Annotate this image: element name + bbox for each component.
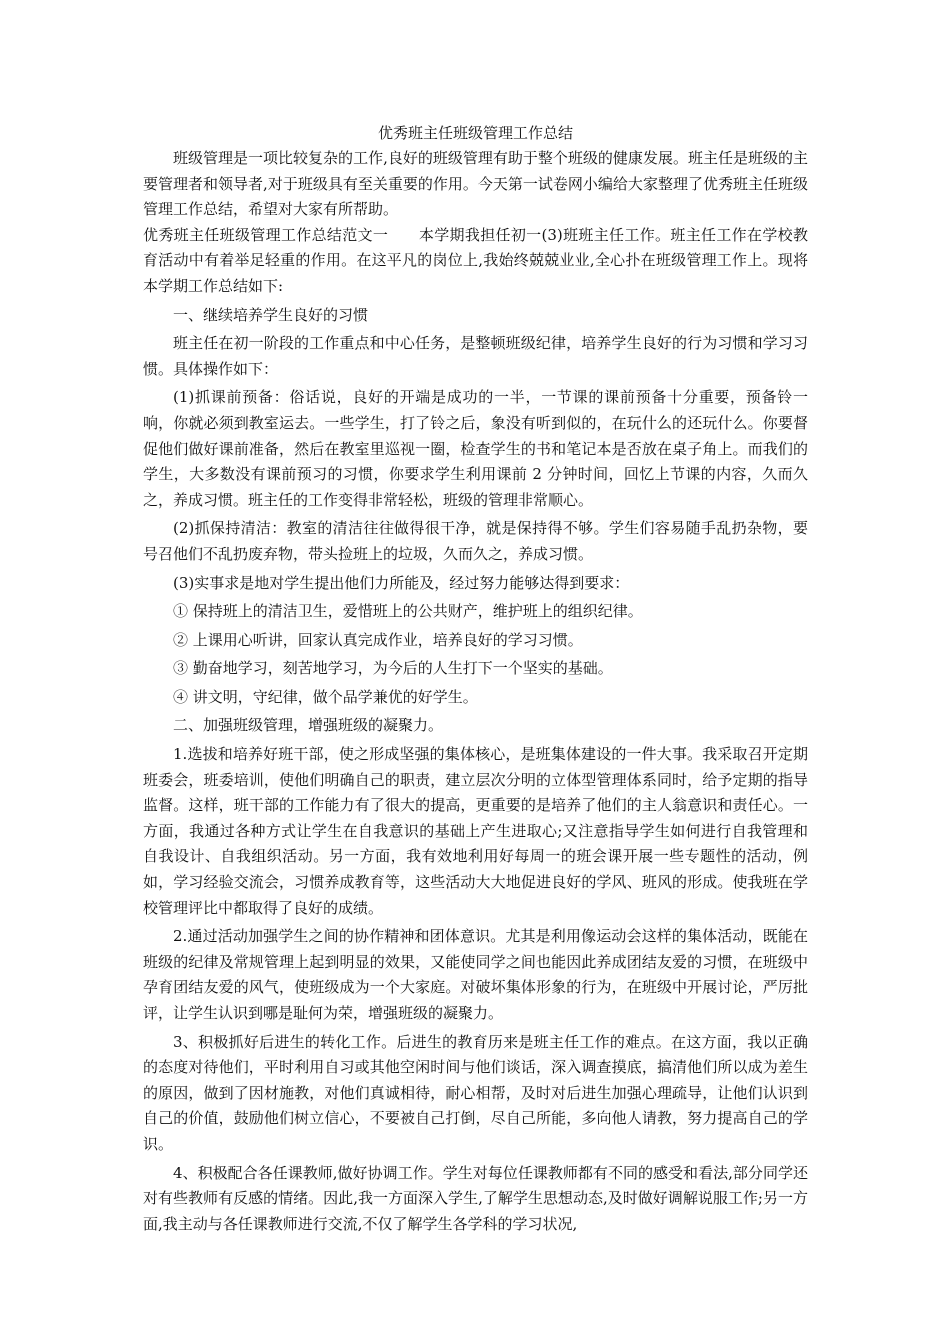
paragraph-sample-one: 优秀班主任班级管理工作总结范文一 本学期我担任初一(3)班班主任工作。班主任工作在学校教育活动中有着举足轻重的作用。在这平凡的岗位上,我始终兢兢业业,全心扑在班级管理工作上。现将本学期工作总结如下: [143, 225, 808, 295]
paragraph-section-two-3: 3、积极抓好后进生的转化工作。后进生的教育历来是班主任工作的难点。在这方面，我以正确的态度对待他们，平时利用自习或其他空闲时间与他们谈话，深入调查摸底，搞清他们所以成为差生的原因，做到了因材施教，对他们真诚相待，耐心相帮，及时对后进生加强心理疏导，让他们认识到自己的价值，鼓励他们树立信心，不要被自己打倒，尽自己所能，多向他人请教，努力提高自己的学识。 [143, 1032, 808, 1153]
list-item-circled-2: ② 上课用心听讲，回家认真完成作业，培养良好的学习习惯。 [173, 630, 583, 649]
paragraph-item-1: (1)抓课前预备：俗话说，良好的开端是成功的一半，一节课的课前预备十分重要，预备铃一响，你就必须到教室运去。一些学生，打了铃之后，象没有听到似的，在玩什么的还玩什么。你要督促他们做好课前准备，然后在教室里巡视一圈，检查学生的书和笔记本是否放在桌子角上。而我们的学生，大多数没有课前预习的习惯，你要求学生利用课前 2 分钟时间，回忆上节课的内容，久而久之，养成习惯。班主任的工作变得非常轻松，班级的管理非常顺心。 [143, 388, 808, 509]
paragraph-section-two-2: 2.通过活动加强学生之间的协作精神和团体意识。尤其是利用像运动会这样的集体活动，既能在班级的纪律及常规管理上起到明显的效果，又能使同学之间也能因此养成团结友爱的习惯，在班级中孕育团结友爱的风气，使班级成为一个大家庭。对破坏集体形象的行为，在班级中开展讨论，严厉批评，让学生认识到哪是耻何为荣，增强班级的凝聚力。 [143, 927, 808, 1022]
document-title: 优秀班主任班级管理工作总结 [377, 124, 573, 142]
paragraph-intro: 班级管理是一项比较复杂的工作,良好的班级管理有助于整个班级的健康发展。班主任是班级的主要管理者和领导者,对于班级具有至关重要的作用。今天第一试卷网小编给大家整理了优秀班主任班级管理工作总结，希望对大家有所帮助。 [143, 149, 808, 219]
list-item-circled-4: ④ 讲文明，守纪律，做个品学兼优的好学生。 [173, 687, 478, 706]
heading-section-one: 一、继续培养学生良好的习惯 [173, 305, 369, 324]
document-page [143, 120, 808, 1237]
list-item-circled-1: ① 保持班上的清洁卫生，爱惜班上的公共财产，维护班上的组织纪律。 [173, 602, 643, 621]
paragraph-item-2: (2)抓保持清洁：教室的清洁往往做得很干净，就是保持得不够。学生们容易随手乱扔杂物，要号召他们不乱扔废弃物，带头捡班上的垃圾，久而久之，养成习惯。 [143, 519, 808, 563]
list-item-circled-3: ③ 勤奋地学习，刻苦地学习，为今后的人生打下一个坚实的基础。 [173, 659, 613, 678]
paragraph-section-two-4: 4、积极配合各任课教师,做好协调工作。学生对每位任课教师都有不同的感受和看法,部分同学还对有些教师有反感的情绪。因此,我一方面深入学生,了解学生思想动态,及时做好调解说服工作;另一方面,我主动与各任课教师进行交流,不仅了解学生各学科的学习状况, [143, 1163, 808, 1233]
heading-section-two: 二、加强班级管理，增强班级的凝聚力。 [173, 716, 444, 735]
paragraph-section-one-intro: 班主任在初一阶段的工作重点和中心任务，是整顿班级纪律，培养学生良好的行为习惯和学习习惯。具体操作如下： [143, 334, 808, 378]
paragraph-section-two-1: 1.选拔和培养好班干部，使之形成坚强的集体核心，是班集体建设的一件大事。我采取召开定期班委会，班委培训，使他们明确自己的职责，建立层次分明的立体型管理体系同时，给予定期的指导监督。这样，班干部的工作能力有了很大的提高，更重要的是培养了他们的主人翁意识和责任心。一方面，我通过各种方式让学生在自我意识的基础上产生进取心;又注意指导学生如何进行自我管理和自我设计、自我组织活动。另一方面，我有效地利用好每周一的班会课开展一些专题性的活动，例如，学习经验交流会，习惯养成教育等，这些活动大大地促进良好的学风、班风的形成。使我班在学校管理评比中都取得了良好的成绩。 [143, 745, 808, 917]
paragraph-item-3: (3)实事求是地对学生提出他们力所能及，经过努力能够达得到要求： [173, 573, 630, 592]
